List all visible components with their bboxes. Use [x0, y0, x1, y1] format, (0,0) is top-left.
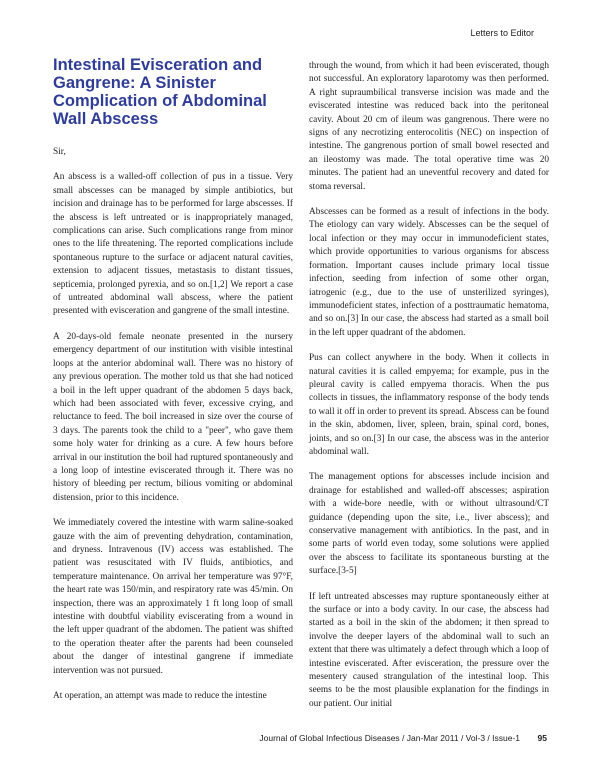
paragraph: The management options for abscesses include incision and drainage for established and walled-off abscesses; aspiration with a wide-bore needle, with or without ultrasound/CT guidance (depending upon the site, i.e., liver abscess); and conservative management with antibiotics. In the past, and in some parts of world even today, some solutions were applied over the abscess to facilitate its spontaneous bursting at the surface.[3-5]	[309, 472, 549, 577]
paragraph: If left untreated abscesses may rupture spontaneously either at the surface or into a body cavity. In our case, the abscess had started as a boil in the skin of the abdomen; it then spread to involve the deeper layers of the abdominal wall to such an extent that there was ultimately a defect through which a loop of intestine eviscerated. After evisceration, the pressure over the mesentery caused strangulation of the intestinal loop. This seems to be the most plausible explanation for the findings in our patient. Our initial	[309, 591, 549, 709]
paragraph: through the wound, from which it had been eviscerated, though not successful. An exploratory laparotomy was then performed. A right supraumbilical transverse incision was made and the eviscerated intestine was reduced back into the peritoneal cavity. About 20 cm of ileum was gangrenous. There were no signs of any necrotizing enterocolitis (NEC) on inspection of intestine. The gangrenous portion of small bowel resected and an ileostomy was made. The total operative time was 20 minutes. The patient had an uneventful recovery and dated for stoma reversal.	[309, 61, 549, 192]
paragraph: An abscess is a walled-off collection of pus in a tissue. Very small abscesses can be managed by simple antibiotics, but incision and drainage has to be performed for large abscesses. If the abscess is left untreated or is inappropriately managed, complications can arise. Such complications range from minor ones to the life threatening. The reported complications include spontaneous rupture to the surface or adjacent natural cavities, extension to adjacent tissues, metastasis to distant tissues, septicemia, prolonged pyrexia, and so on.[1,2] We report a case of untreated abdominal wall abscess, where the patient presented with evisceration and gangrene of the small intestine.	[53, 172, 293, 317]
page-number: 95	[537, 733, 547, 743]
article-title: Intestinal Evisceration and Gangrene: A Sinister Complication of Abdominal Wall Abscess	[53, 56, 267, 128]
left-column	[53, 146, 293, 703]
paragraph: At operation, an attempt was made to reduce the intestine	[53, 691, 267, 702]
paragraph: A 20-days-old female neonate presented in the nursery emergency department of our institution with visible intestinal loops at the anterior abdominal wall. There was no history of any previous operation. The mother told us that she had noticed a boil in the left upper quadrant of the abdomen 5 days back, which had been associated with fever, excessive crying, and reluctance to feed. The boil increased in size over the course of 3 days. The parents took the child to a "peer", who gave them some holy water for drinking as a cure. A few hours before arrival in our institution the boil had ruptured spontaneously and a long loop of intestine eviscerated through it. There was no history of bleeding per rectum, bilious vomiting or abdominal distension, prior to this incidence.	[53, 331, 293, 503]
journal-citation: Journal of Global Infectious Diseases / Jan-Mar 2011 / Vol-3 / Issue-1	[259, 733, 520, 743]
section-header: Letters to Editor	[470, 28, 534, 38]
paragraph: We immediately covered the intestine with warm saline-soaked gauze with the aim of preventing dehydration, contamination, and dryness. Intravenous (IV) access was established. The patient was resuscitated with IV fluids, antibiotics, and temperature maintenance. On arrival her temperature was 97°F, the heart rate was 150/min, and respiratory rate was 45/min. On inspection, there was an approximately 1 ft long loop of small intestine with doubtful viability eviscerating from a wound in the left upper quadrant of the abdomen. The patient was shifted to the operation theater after the parents had been counseled about the danger of intestinal gangrene if immediate intervention was not pursued.	[53, 518, 293, 676]
paragraph: Abscesses can be formed as a result of infections in the body. The etiology can vary widely. Abscesses can be the sequel of local infection or they may occur in immunodeficient states, which provide opportunities to various organisms for abscess formation. Important causes include primary local tissue infection, seeding from infection of some other organ, iatrogenic (e.g., due to the use of unsterilized syringes), immunodeficient states, infection of a posttraumatic hematoma, and so on.[3] In our case, the abscess had started as a small boil in the left upper quadrant of the abdomen.	[309, 207, 549, 338]
paragraph: Pus can collect anywhere in the body. When it collects in natural cavities it is called empyema; for example, pus in the pleural cavity is called empyema thoracis. When the pus collects in tissues, the inflammatory response of the body tends to wall it off in order to prevent its spread. Abscess can be found in the skin, abdomen, liver, spleen, brain, spinal cord, bones, joints, and so on.[3] In our case, the abscess was in the anterior abdominal wall.	[309, 353, 549, 457]
right-column	[309, 60, 549, 711]
salutation: Sir,	[53, 147, 66, 157]
